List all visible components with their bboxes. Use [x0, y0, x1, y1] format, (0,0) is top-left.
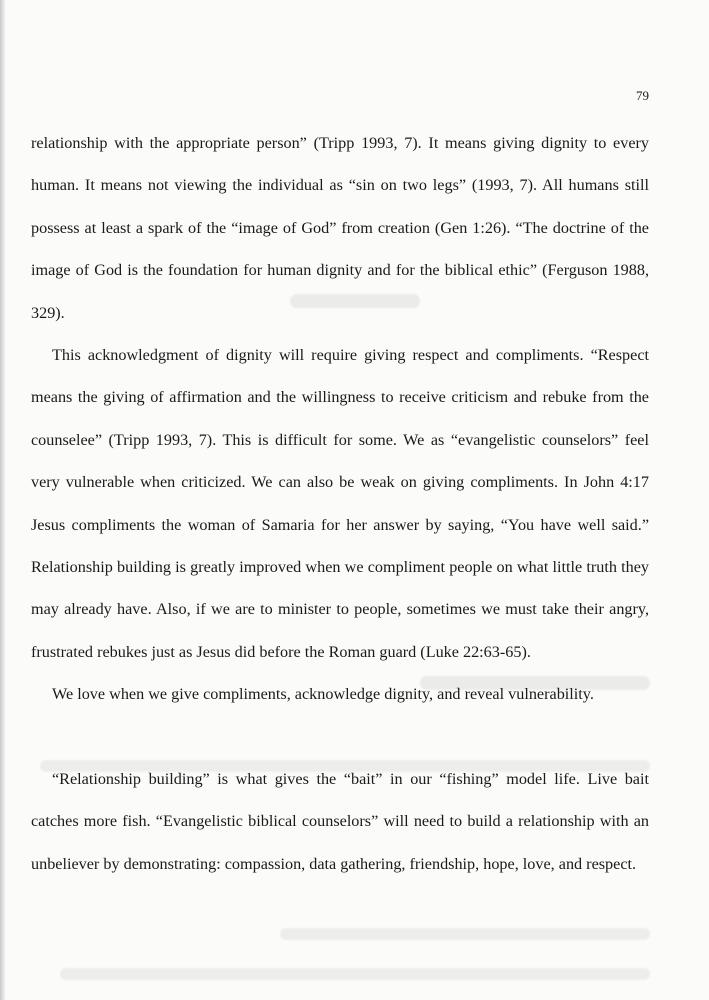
bleed-through-mark [280, 928, 650, 940]
page-number: 79 [636, 88, 649, 103]
paragraph-respect-compliments: This acknowledgment of dignity will require giving respect and compliments. “Respect means the giving of affirmation and the willingness to receive criticism and rebuke from the counselee” (Tripp 1993, 7). This is difficult for some. We as “evangelistic counselors” feel very vulnerable when criticized. We can also be weak on giving compliments. In John 4:17 Jesus compliments the woman of Samaria for her answer by saying, “You have well said.” Relationship building is greatly improved when we compliment people on what little truth they may already have. Also, if we are to minister to people, sometimes we must take their angry, frustrated rebukes just as Jesus did before the Roman guard (Luke 22:63-65). [31, 346, 649, 661]
bleed-through-mark [60, 968, 650, 980]
paragraph-relationship-building: “Relationship building” is what gives the “bait” in our “fishing” model life. Live bait catches more fish. “Evangelistic biblical counselors” will need to build a relationship with an unbeliever by demonstrating: compassion, data gathering, friendship, hope, love, and respect. [31, 769, 649, 873]
paragraph-summary: We love when we give compliments, acknowledge dignity, and reveal vulnerability. [52, 685, 594, 704]
paragraph-dignity: relationship with the appropriate person” (Tripp 1993, 7). It means giving dignity to every human. It means not viewing the individual as “sin on two legs” (1993, 7). All humans still possess at least a spark of the “image of God” from creation (Gen 1:26). “The doctrine of the image of God is the foundation for human dignity and for the biblical ethic” (Ferguson 1988, 329). [31, 134, 649, 322]
scan-edge-shadow [0, 0, 6, 1000]
body-text [31, 122, 649, 885]
